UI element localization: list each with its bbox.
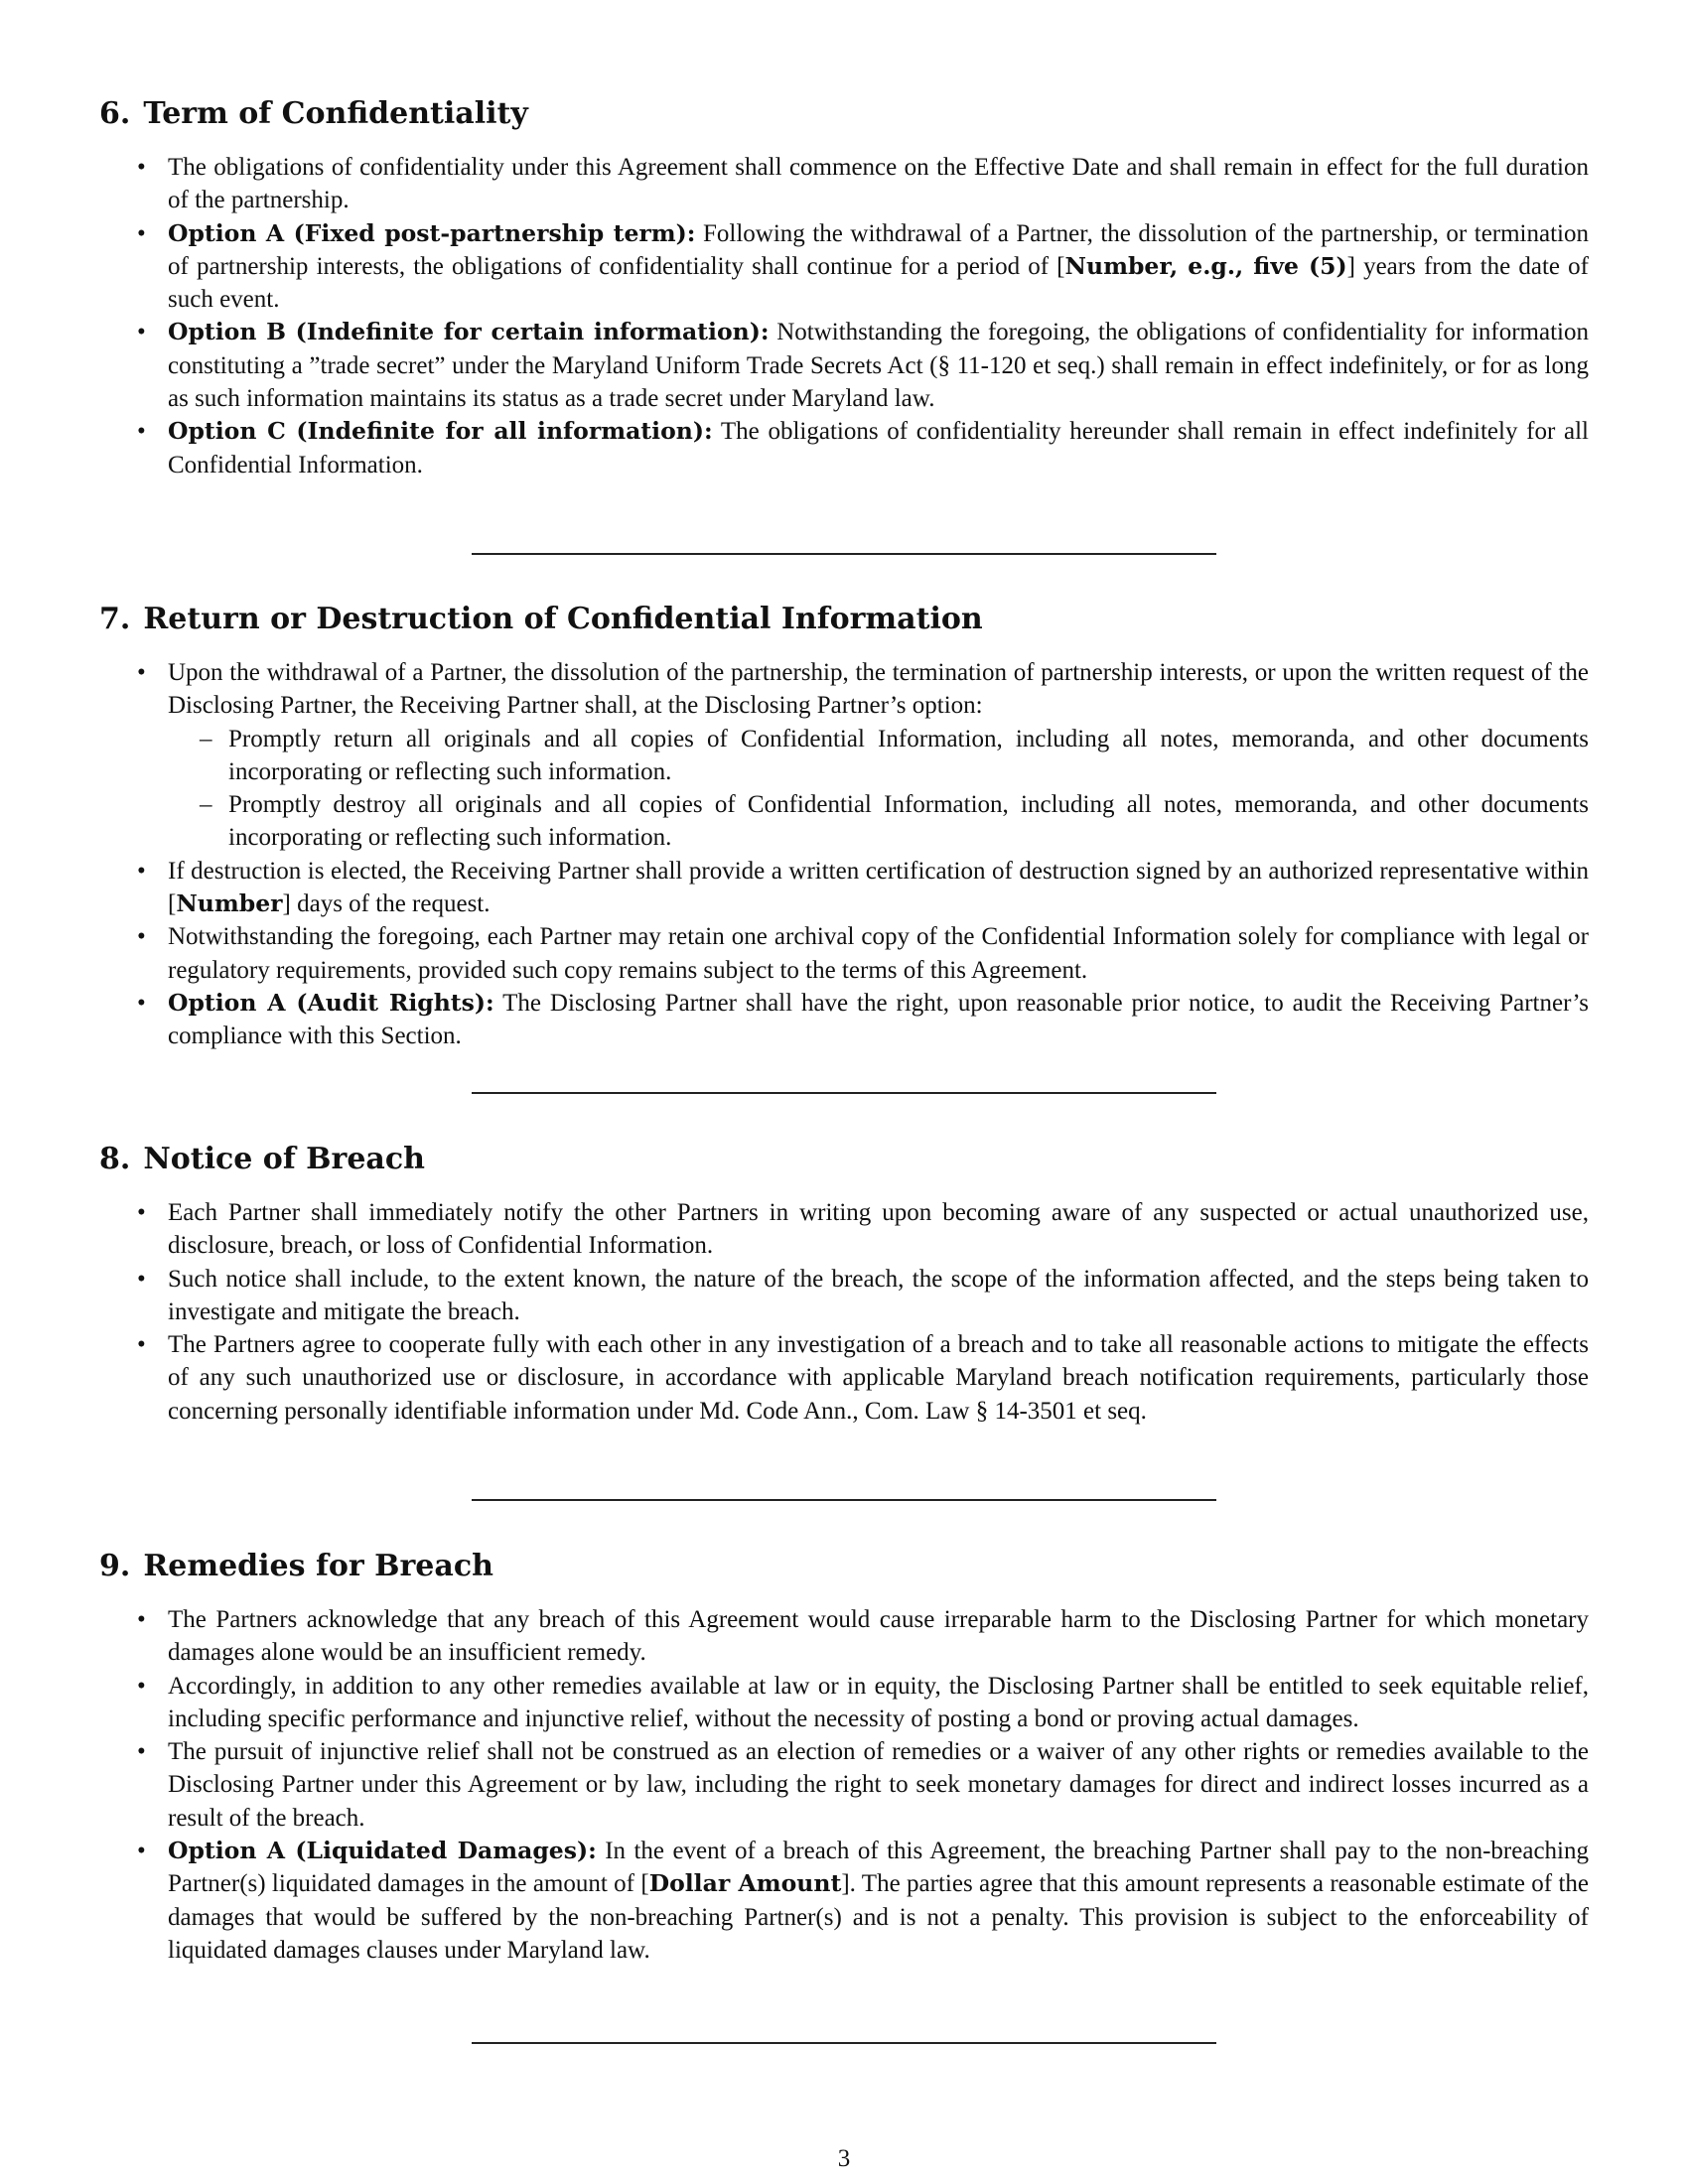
section-6-list xyxy=(99,151,1589,481)
section-divider xyxy=(472,1092,1216,1094)
list-item xyxy=(99,151,1589,217)
section-6-heading xyxy=(99,96,528,132)
list-item xyxy=(99,1263,1589,1329)
bullet-text: The Partners agree to cooperate fully with each other in any investigation of a breach and to take all reasonable actions to mitigate the effects of any such unauthorized use or disclosure, in accordance with applicable Maryland breach notification requirements, particularly those concerning personally identifiable information under Md. Code Ann., Com. Law § 14-3501 et seq. xyxy=(168,1331,1589,1425)
section-8-heading xyxy=(99,1142,425,1177)
section-8-number: 8. xyxy=(99,1142,131,1176)
sub-list-item: – Promptly destroy all originals and all copies of Confidential Information, including all notes, memoranda, and other documents incorporating or reflecting such information. xyxy=(168,788,1589,855)
list-item xyxy=(99,987,1589,1053)
option-label: Option A (Liquidated Damages): xyxy=(168,1837,597,1865)
page-number: 3 xyxy=(837,2145,851,2172)
section-9-list xyxy=(99,1603,1589,1967)
section-8-title: Notice of Breach xyxy=(143,1142,425,1176)
bullet-text: The Partners acknowledge that any breach of this Agreement would cause irreparable harm to the Disclosing Partner for which monetary damages alone would be an insufficient remedy. xyxy=(168,1606,1589,1667)
section-7-title: Return or Destruction of Confidential Information xyxy=(143,602,983,636)
section-9-title: Remedies for Breach xyxy=(143,1549,493,1583)
section-8-list xyxy=(99,1196,1589,1428)
bullet-text: The Disclosing Partner shall have the right, upon reasonable prior notice, to audit the Receiving Partner’s compliance with this Section. xyxy=(168,989,1589,1050)
list-item xyxy=(99,1328,1589,1428)
placeholder: Dollar Amount xyxy=(648,1869,842,1898)
sub-list-item: – Promptly return all originals and all copies of Confidential Information, including all notes, memoranda, and other documents incorporating or reflecting such information. xyxy=(168,723,1589,789)
sub-list xyxy=(168,723,1589,855)
section-divider xyxy=(472,2042,1216,2044)
list-item xyxy=(99,1835,1589,1967)
list-item xyxy=(99,1735,1589,1835)
bullet-text: Notwithstanding the foregoing, each Partner may retain one archival copy of the Confidential Information solely for compliance with legal or regulatory requirements, provided such copy remains subject to the terms of this Agreement. xyxy=(168,923,1589,984)
section-9-number: 9. xyxy=(99,1549,131,1583)
placeholder: Number, e.g., five (5) xyxy=(1064,251,1347,280)
list-item xyxy=(99,920,1589,987)
list-item xyxy=(99,217,1589,317)
option-label: Option A (Fixed post-partnership term): xyxy=(168,218,696,247)
option-label: Option A (Audit Rights): xyxy=(168,988,494,1017)
bullet-text: Each Partner shall immediately notify the other Partners in writing upon becoming aware of any suspected or actual unauthorized use, disclosure, breach, or loss of Confidential Information. xyxy=(168,1199,1589,1260)
list-item xyxy=(99,415,1589,481)
list-item xyxy=(99,1603,1589,1670)
section-6-title: Term of Confidentiality xyxy=(143,96,528,131)
bullet-text: Following the withdrawal of a Partner, the dissolution of the partnership, or termination of partnership interests, the obligations of confidentiality shall continue for a period of [ xyxy=(168,219,1589,280)
bullet-text: Accordingly, in addition to any other remedies available at law or in equity, the Disclosing Partner shall be entitled to seek equitable relief, including specific performance and injunctive relief, without the necessity of posting a bond or proving actual damages. xyxy=(168,1672,1589,1732)
list-item xyxy=(99,316,1589,415)
bullet-text: ]. The parties agree that this amount represents a reasonable estimate of the damages that would be suffered by the non-breaching Partner(s) and is not a penalty. This provision is subject to the enforceability of liquidated damages clauses under Maryland law. xyxy=(168,1870,1590,1964)
bullet-text: ] years from the date of such event. xyxy=(168,252,1589,314)
section-7-number: 7. xyxy=(99,602,131,636)
bullet-text: If destruction is elected, the Receiving Partner shall provide a written certification of destruction signed by an authorized representative within [ xyxy=(168,857,1589,918)
list-item xyxy=(99,656,1589,855)
bullet-text: Notwithstanding the foregoing, the obligations of confidentiality for information constituting a ”trade secret” under the Maryland Uniform Trade Secrets Act (§ 11-120 et seq.) shall remain in effect indefinitely, or for as long as such information maintains its status as a trade secret under Maryland law. xyxy=(168,319,1589,413)
option-label: Option C (Indefinite for all information): xyxy=(168,417,713,446)
section-9-heading xyxy=(99,1549,493,1584)
bullet-text: The pursuit of injunctive relief shall not be construed as an election of remedies or a waiver of any other rights or remedies available to the Disclosing Partner under this Agreement or by law, including the right to seek monetary damages for direct and indirect losses incurred as a result of the breach. xyxy=(168,1738,1589,1832)
list-item xyxy=(99,855,1589,921)
document-page xyxy=(99,0,1589,2184)
bullet-text: The obligations of confidentiality under this Agreement shall commence on the Effective Date and shall remain in effect for the full duration of the partnership. xyxy=(168,154,1589,214)
section-divider xyxy=(472,553,1216,555)
bullet-text: Such notice shall include, to the extent known, the nature of the breach, the scope of the information affected, and the steps being taken to investigate and mitigate the breach. xyxy=(168,1265,1589,1325)
bullet-text: Upon the withdrawal of a Partner, the dissolution of the partnership, the termination of partnership interests, or upon the written request of the Disclosing Partner, the Receiving Partner shall, at the Disclosing Partner’s option: xyxy=(168,659,1589,720)
section-divider xyxy=(472,1499,1216,1501)
bullet-text: The obligations of confidentiality hereunder shall remain in effect indefinitely for all Confidential Information. xyxy=(168,418,1589,478)
list-item xyxy=(99,1196,1589,1263)
section-6-number: 6. xyxy=(99,96,131,131)
list-item xyxy=(99,1670,1589,1736)
bullet-text: ] days of the request. xyxy=(282,890,491,918)
section-7-list xyxy=(99,656,1589,1053)
placeholder: Number xyxy=(176,889,283,918)
bullet-text: In the event of a breach of this Agreement, the breaching Partner shall pay to the non-breaching Partner(s) liquidated damages in the amount of [ xyxy=(168,1838,1589,1898)
option-label: Option B (Indefinite for certain information): xyxy=(168,318,770,346)
section-7-heading xyxy=(99,602,983,637)
